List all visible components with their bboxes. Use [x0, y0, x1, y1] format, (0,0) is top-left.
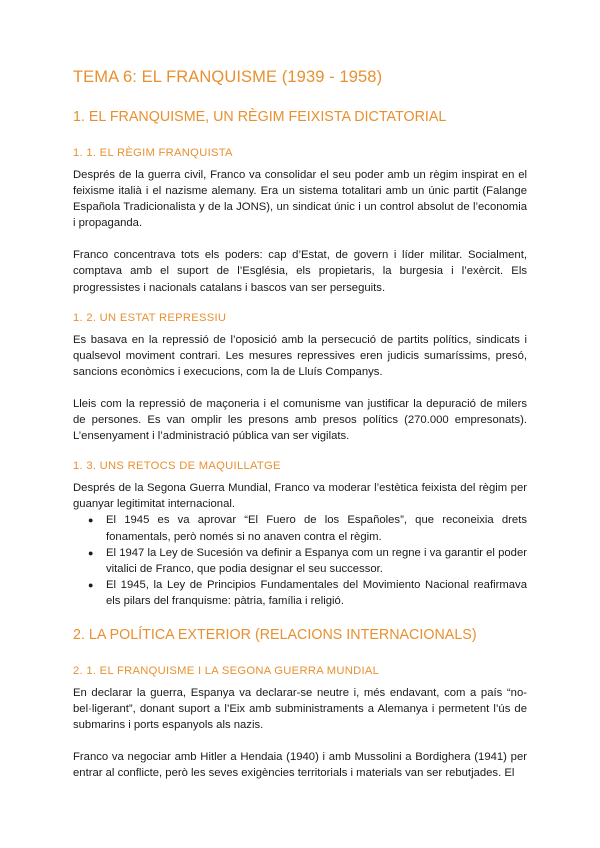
paragraph: Lleis com la repressió de maçoneria i el comunisme van justificar la depuració de milers de persones. Es van omplir les presons amb presos polítics (270.000 empresonats). L’ensenyament i l’administració pública van ser vigilats.	[73, 397, 527, 443]
bullet-icon: ●	[88, 579, 94, 590]
bullet-icon: ●	[88, 547, 94, 558]
subsection-1-2-heading: 1. 2. UN ESTAT REPRESSIU	[73, 311, 227, 324]
subsection-1-3-heading: 1. 3. UNS RETOCS DE MAQUILLATGE	[73, 460, 281, 473]
section-1-heading: 1. EL FRANQUISME, UN RÈGIM FEIXISTA DICTATORIAL	[73, 109, 447, 125]
list-item-text: El 1947 la Ley de Sucesión va definir a Espanya com un regne i va garantir el poder vitalici de Franco, que podia designar el seu successor.	[106, 546, 527, 575]
bullet-icon: ●	[88, 515, 94, 526]
list-item	[88, 545, 527, 577]
section-2-heading: 2. LA POLÍTICA EXTERIOR (RELACIONS INTERNACIONALS)	[73, 626, 477, 643]
list-item-text: El 1945, la Ley de Principios Fundamentales del Movimiento Nacional reafirmava els pilars del franquisme: pàtria, família i religió.	[106, 578, 527, 607]
list-item	[88, 512, 527, 544]
paragraph: Franco concentrava tots els poders: cap d’Estat, de govern i líder militar. Socialment, comptava amb el suport de l’Església, els propietaris, la burgesia i l’exèrcit. Els progressistes i nacionals catalans i bascos van ser perseguits.	[73, 249, 527, 294]
list-item	[88, 577, 527, 609]
paragraph: Després de la guerra civil, Franco va consolidar el seu poder amb un règim inspirat en el feixisme italià i el nazisme alemany. Era un sistema totalitari amb un únic partit (Falange Española Tradicionalista y de la JONS), un sindicat únic i un control absolut de l’economia i propaganda.	[73, 169, 527, 230]
paragraph: Franco va negociar amb Hitler a Hendaia (1940) i amb Mussolini a Bordighera (1941) per entrar al conflicte, però les seves exigències territorials i materials van ser rebutjades. El	[73, 751, 527, 780]
paragraph: Es basava en la repressió de l’oposició amb la persecució de partits polítics, sindicats i qualsevol moviment contrari. Les mesures repressives eren judicis sumaríssims, presó, sancions econòmics i execucions, com la de Lluís Companys.	[73, 333, 527, 378]
subsection-2-1-heading: 2. 1. EL FRANQUISME I LA SEGONA GUERRA MUNDIAL	[73, 664, 380, 677]
bullet-list	[73, 512, 527, 609]
paragraph: En declarar la guerra, Espanya va declarar-se neutre i, més endavant, com a país “no-bel·ligerant”, donant suport a l’Eix amb subministraments a Alemanya i permetent l’ús de submarins i ports espanyols als nazis.	[73, 686, 527, 732]
document-title: TEMA 6: EL FRANQUISME (1939 - 1958)	[73, 68, 383, 86]
list-item-text: El 1945 es va aprovar “El Fuero de los Españoles”, que reconeixia drets fonamentals, però només si no anaven contra el règim.	[106, 514, 527, 543]
subsection-1-1-heading: 1. 1. EL RÈGIM FRANQUISTA	[73, 147, 233, 159]
paragraph: Després de la Segona Guerra Mundial, Franco va moderar l’estètica feixista del règim per guanyar legitimitat internacional.	[73, 482, 527, 511]
